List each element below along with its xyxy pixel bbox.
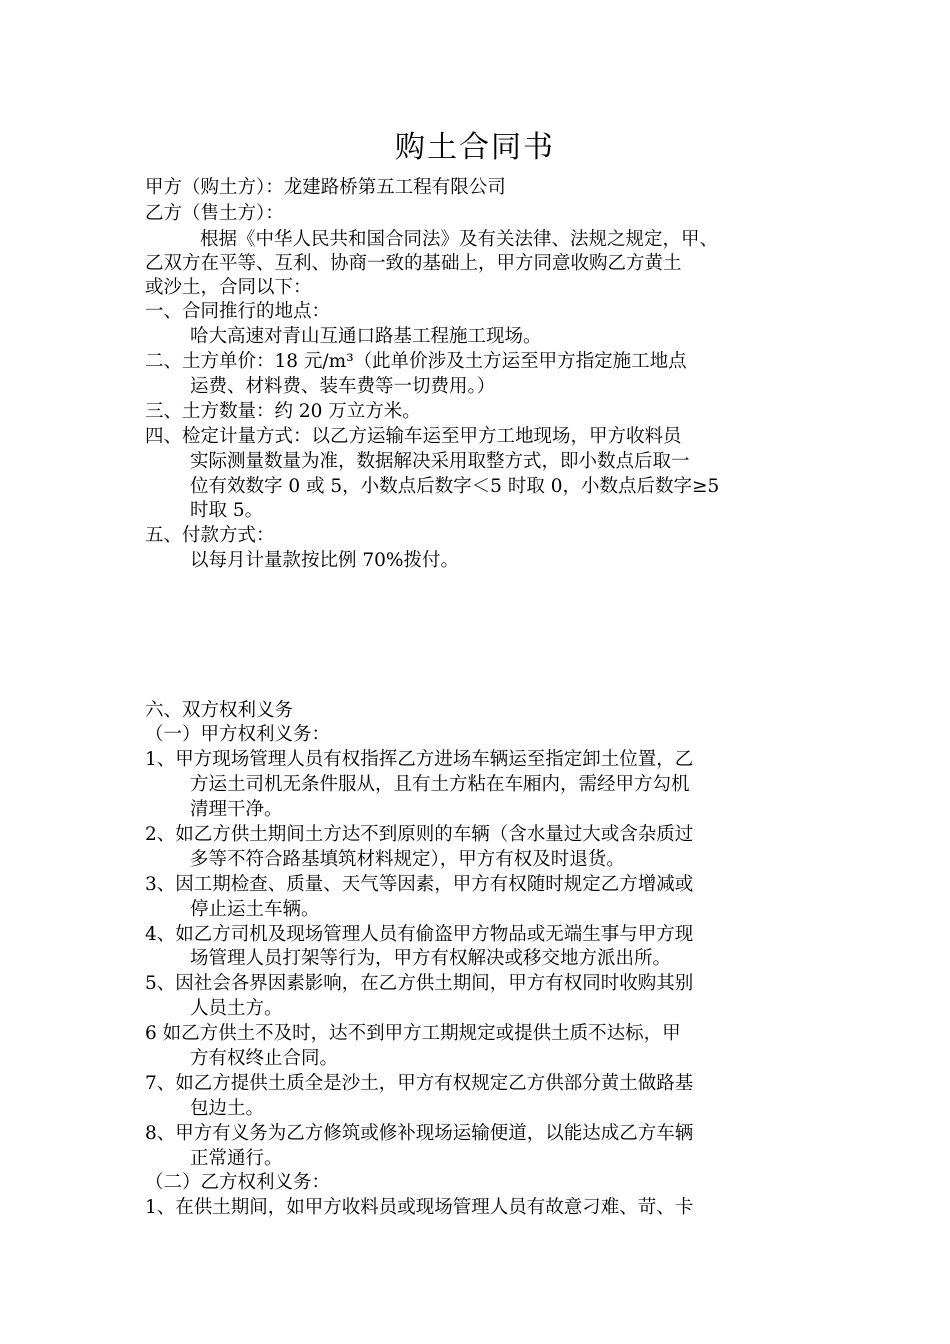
section-1-heading: 一、合同推行的地点： <box>145 301 331 322</box>
a-item-1-line-1: 1、甲方现场管理人员有权指挥乙方进场车辆运至指定卸土位置，乙 <box>145 749 694 770</box>
a-item-2-line-2: 多等不符合路基填筑材料规定），甲方有权及时退货。 <box>190 849 625 870</box>
subsection-b-heading: （二）乙方权利义务： <box>145 1172 331 1193</box>
section-1-body: 哈大高速对青山互通口路基工程施工现场。 <box>190 326 542 347</box>
a-item-3-line-2: 停止运土车辆。 <box>190 899 320 920</box>
a-item-4-line-2: 场管理人员打架等行为，甲方有权解决或移交地方派出所。 <box>190 948 672 969</box>
preamble-line-2: 乙双方在平等、互利、协商一致的基础上，甲方同意收购乙方黄土 <box>145 253 682 274</box>
section-3-line: 三、土方数量：约 20 万立方米。 <box>145 401 421 422</box>
b-item-1-line-1: 1、在供土期间，如甲方收料员或现场管理人员有故意刁难、苛、卡 <box>145 1197 694 1218</box>
subsection-a-heading: （一）甲方权利义务： <box>145 724 331 745</box>
a-item-8-line-2: 正常通行。 <box>190 1148 283 1169</box>
section-4-line-3: 位有效数字 0 或 5，小数点后数字＜5 时取 0，小数点后数字≥5 <box>190 476 720 497</box>
a-item-5-line-1: 5、因社会各界因素影响，在乙方供土期间，甲方有权同时收购其别 <box>145 973 694 994</box>
section-4-line-2: 实际测量数量为准，数据解决采用取整方式，即小数点后取一 <box>190 451 690 472</box>
a-item-6-line-1: 6 如乙方供土不及时，达不到甲方工期规定或提供土质不达标，甲 <box>145 1023 681 1044</box>
a-item-5-line-2: 人员土方。 <box>190 998 283 1019</box>
section-4-line-4: 时取 5。 <box>190 500 264 521</box>
party-b-line: 乙方（售土方）： <box>145 203 284 224</box>
document-title: 购土合同书 <box>395 130 555 165</box>
a-item-8-line-1: 8、甲方有义务为乙方修筑或修补现场运输便道，以能达成乙方车辆 <box>145 1123 694 1144</box>
a-item-1-line-2: 方运土司机无条件服从，且有土方粘在车厢内，需经甲方勾机 <box>190 774 690 795</box>
preamble-line-3: 或沙土，合同以下： <box>145 277 312 298</box>
a-item-7-line-2: 包边土。 <box>190 1098 265 1119</box>
a-item-6-line-2: 方有权终止合同。 <box>190 1048 339 1069</box>
section-4-line-1: 四、检定计量方式：以乙方运输车运至甲方工地现场，甲方收料员 <box>145 426 682 447</box>
party-a-line: 甲方（购土方）：龙建路桥第五工程有限公司 <box>145 177 506 198</box>
section-6-heading: 六、双方权利义务 <box>145 700 294 721</box>
section-2-line-2: 运费、材料费、装车费等一切费用。） <box>190 376 496 397</box>
a-item-2-line-1: 2、如乙方供土期间土方达不到原则的车辆（含水量过大或含杂质过 <box>145 824 694 845</box>
section-5-body: 以每月计量款按比例 70%拨付。 <box>190 550 460 571</box>
a-item-3-line-1: 3、因工期检查、质量、天气等因素，甲方有权随时规定乙方增减或 <box>145 874 694 895</box>
section-5-heading: 五、付款方式： <box>145 525 275 546</box>
a-item-4-line-1: 4、如乙方司机及现场管理人员有偷盗甲方物品或无端生事与甲方现 <box>145 924 694 945</box>
preamble-line-1: 根据《中华人民共和国合同法》及有关法律、法规之规定，甲、 <box>200 229 719 250</box>
a-item-1-line-3: 清理干净。 <box>190 799 283 820</box>
section-2-line-1: 二、土方单价：18 元/m³（此单价涉及土方运至甲方指定施工地点 <box>145 351 687 372</box>
a-item-7-line-1: 7、如乙方提供土质全是沙土，甲方有权规定乙方供部分黄土做路基 <box>145 1073 694 1094</box>
